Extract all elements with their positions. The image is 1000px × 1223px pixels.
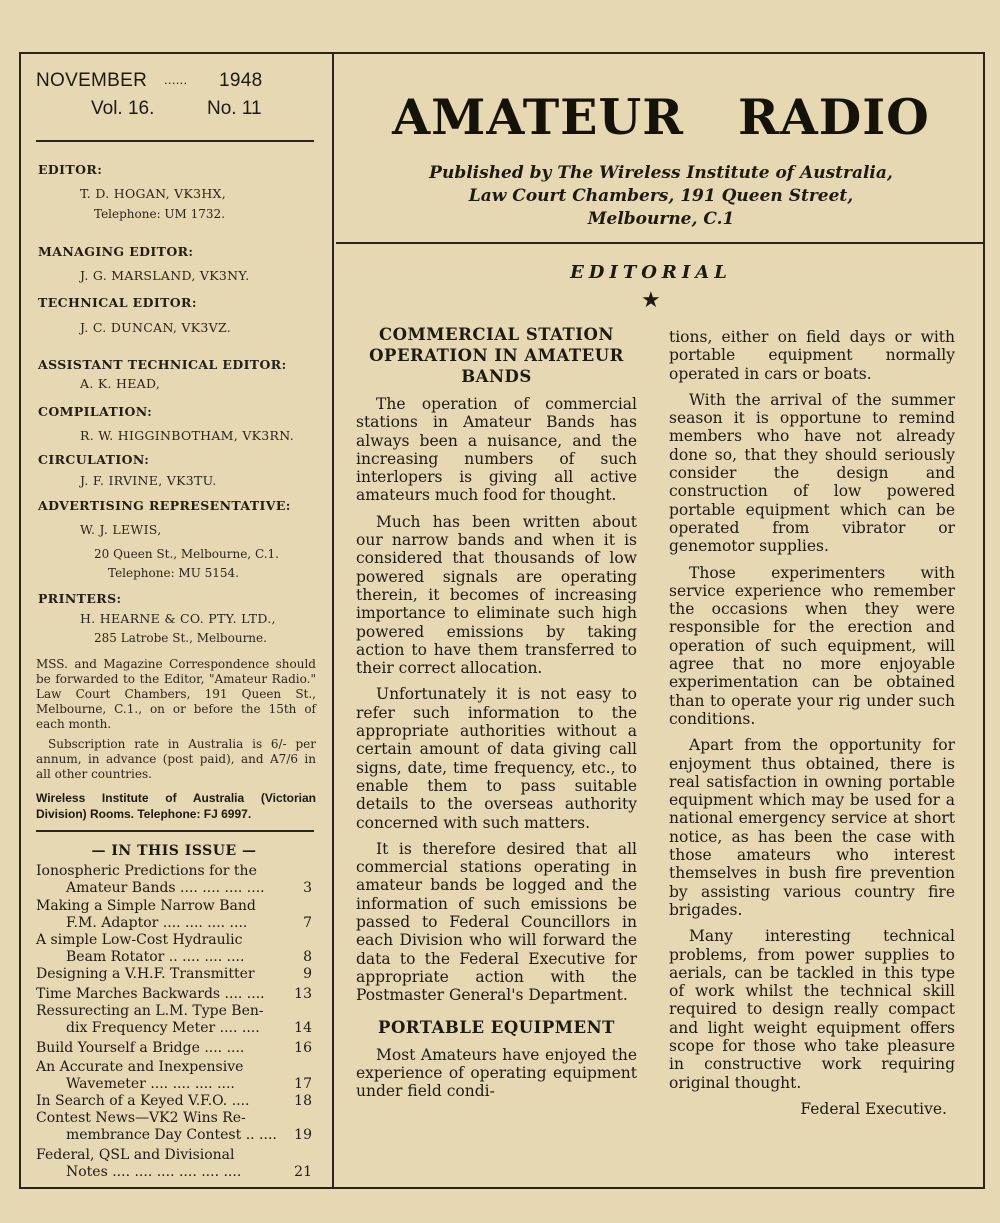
toc-item — [36, 1040, 312, 1057]
advertising-name: W. J. LEWIS, — [80, 522, 162, 537]
toc-rule — [36, 830, 314, 832]
toc-item-title-cont: Amateur Bands .... .... .... .... — [66, 880, 265, 896]
toc-item — [36, 986, 312, 1003]
paragraph: Most Amateurs have enjoyed the experience of operating equipment under field condi- — [356, 1045, 637, 1101]
circulation-label: CIRCULATION: — [38, 452, 150, 467]
advertising-phone: Telephone: MU 5154. — [108, 566, 240, 580]
editorial-heading: EDITORIAL — [570, 262, 732, 283]
technical-editor-name: J. C. DUNCAN, VK3VZ. — [80, 320, 232, 335]
toc-item-title: Ressurecting an L.M. Type Ben- — [36, 1003, 264, 1019]
header-rule — [36, 140, 314, 142]
toc-item-page: 16 — [294, 1040, 312, 1056]
toc-item-page: 8 — [303, 949, 312, 965]
toc-item-title-cont: F.M. Adaptor .... .... .... .... — [66, 915, 248, 931]
toc-item-title: Ionospheric Predictions for the — [36, 863, 257, 879]
masthead-title: AMATEUR RADIO — [392, 88, 930, 146]
toc-item — [36, 1059, 312, 1093]
editor-phone: Telephone: UM 1732. — [94, 207, 226, 221]
paragraph: Unfortunately it is not easy to refer such information to the appropriate authorities without a certain amount of data giving call signs, date, time frequency, etc., to enable them to pass suitable details to the overseas authority concerned with such matters. — [356, 685, 637, 832]
paragraph: Much has been written about our narrow bands and when it is considered that thousands of low powered signals are operating therein, it becomes of increasing importance to eliminate such high powered emissions by taking action to have them transferred to their correct allocation. — [356, 512, 637, 678]
compilation-label: COMPILATION: — [38, 404, 153, 419]
publisher-block — [336, 162, 986, 231]
toc-item — [36, 1093, 312, 1110]
managing-editor-label: MANAGING EDITOR: — [38, 244, 194, 259]
editor-label: EDITOR: — [38, 162, 103, 177]
masthead-rule — [336, 242, 984, 244]
paragraph: Those experimenters with service experience who remember the occasions when they were responsible for the erection and operation of such equipment, will agree that no more enjoyable experimentation can be obtained than to operate your rig under such conditions. — [669, 563, 955, 728]
toc-item-page: 7 — [303, 915, 312, 931]
publisher-line: Law Court Chambers, 191 Queen Street, — [468, 186, 854, 206]
editor-name: T. D. HOGAN, VK3HX, — [80, 186, 227, 201]
issue-month: NOVEMBER — [36, 70, 148, 91]
toc-item-page: 13 — [294, 986, 312, 1002]
compilation-name: R. W. HIGGINBOTHAM, VK3RN. — [80, 428, 294, 443]
toc-item-title-cont: dix Frequency Meter .... .... — [66, 1020, 260, 1036]
toc-item-title-cont: Wavemeter .... .... .... .... — [66, 1076, 235, 1092]
column-divider — [332, 52, 334, 1189]
toc-item-title: Federal, QSL and Divisional — [36, 1147, 235, 1163]
editorial-column-left — [356, 324, 637, 1108]
toc-item-title-cont: membrance Day Contest .. .... — [66, 1127, 277, 1143]
article-heading: PORTABLE EQUIPMENT — [378, 1017, 615, 1037]
toc-item-title: In Search of a Keyed V.F.O. .... — [36, 1093, 250, 1109]
toc-item-title: Time Marches Backwards .... .... — [36, 986, 265, 1002]
printers-name: H. HEARNE & CO. PTY. LTD., — [80, 611, 276, 626]
rooms-note: Wireless Institute of Australia (Victorian Division) Rooms. Telephone: FJ 6997. — [36, 791, 316, 821]
paragraph: The operation of commercial stations in Amateur Bands has always been a nuisance, and the increasing numbers of such interlopers is giving all active amateurs much food for thought. — [356, 395, 637, 505]
circulation-name: J. F. IRVINE, VK3TU. — [80, 473, 217, 488]
toc-item-title: A simple Low-Cost Hydraulic — [36, 932, 243, 948]
toc-item-page: 21 — [294, 1164, 312, 1180]
signoff: Federal Executive. — [800, 1099, 947, 1118]
subscription-note: Subscription rate in Australia is 6/- per annum, in advance (post paid), and A7/6 in all other countries. — [36, 737, 316, 781]
publisher-line: Melbourne, C.1 — [587, 209, 735, 229]
toc-item-page: 18 — [294, 1093, 312, 1109]
assistant-technical-editor-label: ASSISTANT TECHNICAL EDITOR: — [38, 357, 287, 372]
paragraph: It is therefore desired that all commercial stations operating in amateur bands be logged and the information of such emissions be passed to Federal Councillors in each Division who will forward the data to the Federal Executive for appropriate action with the Postmaster General's Department. — [356, 839, 637, 1005]
publisher-line: Published by The Wireless Institute of Australia, — [429, 163, 893, 183]
printers-label: PRINTERS: — [38, 591, 122, 606]
toc-item — [36, 932, 312, 966]
advertising-address: 20 Queen St., Melbourne, C.1. — [94, 547, 279, 561]
paragraph: With the arrival of the summer season it is opportune to remind members who have not already done so, that they should seriously consider the design and construction of low powered portable equipment which can be operated from vibrator or genemotor supplies. — [669, 390, 955, 556]
toc-item-title: Making a Simple Narrow Band — [36, 898, 256, 914]
technical-editor-label: TECHNICAL EDITOR: — [38, 295, 197, 310]
paragraph: Many interesting technical problems, from power supplies to aerials, can be tackled in this type of work whilst the technical skill required to design really compact and light weight equipment offers scope for those who take pleasure in constructive work requiring original thought. — [669, 927, 955, 1092]
toc-item — [36, 898, 312, 932]
editorial-column-right — [669, 328, 955, 1118]
correspondence-note: MSS. and Magazine Correspondence should be forwarded to the Editor, "Amateur Radio." Law Court Chambers, 191 Queen St., Melbourne, C.1., on or before the 15th of each month. — [36, 657, 316, 731]
issue-number: No. 11 — [207, 98, 262, 119]
printers-address: 285 Latrobe St., Melbourne. — [94, 631, 267, 645]
toc-item-title-cont: Notes .... .... .... .... .... .... — [66, 1164, 242, 1180]
toc-item-title: Build Yourself a Bridge .... .... — [36, 1040, 245, 1056]
issue-header — [36, 70, 318, 120]
toc-item — [36, 1003, 312, 1037]
paragraph: tions, either on field days or with portable equipment normally operated in cars or boats. — [669, 328, 955, 383]
toc-item-title: An Accurate and Inexpensive — [36, 1059, 244, 1075]
toc-title: — IN THIS ISSUE — — [91, 843, 257, 859]
toc-item-page: 3 — [303, 880, 312, 896]
toc-item-page: 14 — [294, 1020, 312, 1036]
toc-item-title: Designing a V.H.F. Transmitter — [36, 966, 255, 982]
toc-item-page: 9 — [303, 966, 312, 982]
assistant-technical-editor-name: A. K. HEAD, — [80, 376, 161, 391]
issue-dots: ...... — [164, 72, 188, 87]
toc-item-title-cont: Beam Rotator .. .... .... .... — [66, 949, 245, 965]
article-heading: COMMERCIAL STATION OPERATION IN AMATEUR BANDS — [369, 325, 624, 386]
issue-volume: Vol. 16. — [91, 98, 155, 119]
toc-item-page: 17 — [294, 1076, 312, 1092]
toc-item — [36, 966, 312, 983]
advertising-label: ADVERTISING REPRESENTATIVE: — [38, 498, 291, 513]
toc-item — [36, 863, 312, 897]
managing-editor-name: J. G. MARSLAND, VK3NY. — [80, 268, 250, 283]
paragraph: Apart from the opportunity for enjoyment thus obtained, there is real satisfaction in owning portable equipment which may be used for a national emergency service at short notice, as has been the case with those amateurs who interest themselves in bush fire prevention by assisting various country fire brigades. — [669, 736, 955, 919]
toc-item-page: 19 — [294, 1127, 312, 1143]
toc-item — [36, 1110, 312, 1144]
star-icon: ★ — [641, 288, 661, 313]
toc-item — [36, 1147, 312, 1181]
toc-item-title: Contest News—VK2 Wins Re- — [36, 1110, 246, 1126]
issue-year: 1948 — [219, 70, 263, 91]
